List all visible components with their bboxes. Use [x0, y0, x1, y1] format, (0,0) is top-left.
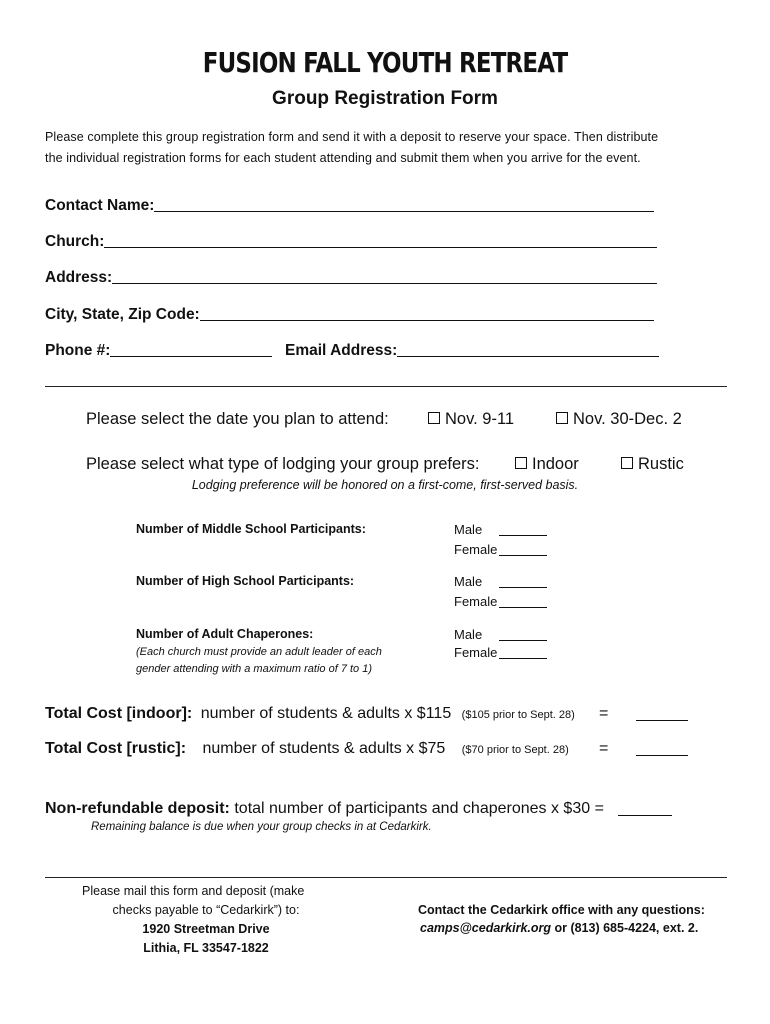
city-state-zip-blank[interactable]: [200, 320, 654, 321]
female-blank[interactable]: [499, 555, 547, 556]
adult-female[interactable]: [454, 645, 547, 660]
rustic-equals: =: [599, 740, 609, 757]
email-field[interactable]: [285, 342, 659, 360]
high-school-female[interactable]: [454, 594, 547, 609]
rustic-cost-label: Total Cost [rustic]:: [45, 740, 187, 757]
section-divider: [45, 386, 727, 387]
church-blank[interactable]: [104, 247, 657, 248]
indoor-cost-label: Total Cost [indoor]:: [45, 705, 193, 722]
address-label: Address:: [45, 269, 113, 286]
rustic-total-blank[interactable]: [636, 741, 688, 759]
deposit-row: [45, 800, 604, 818]
intro-line-2: the individual registration forms for each student attending and submit them when you arrive for the event.: [45, 151, 641, 165]
male-blank[interactable]: [499, 535, 547, 536]
contact-name-field[interactable]: [45, 197, 654, 215]
date-option-1-label: Nov. 9-11: [445, 410, 515, 428]
phone-blank[interactable]: [110, 356, 272, 357]
male-label: Male: [454, 574, 483, 589]
date-option-nov-9-11[interactable]: [428, 410, 514, 429]
lodging-note: Lodging preference will be honored on a first-come, first-served basis.: [191, 478, 579, 492]
phone-field[interactable]: [45, 342, 272, 360]
middle-school-label: Number of Middle School Participants:: [136, 522, 366, 536]
contact-email-link[interactable]: camps@cedarkirk.org: [420, 921, 551, 935]
rustic-cost-note: ($70 prior to Sept. 28): [461, 744, 569, 756]
form-title: FUSION FALL YOUTH RETREAT: [202, 46, 568, 79]
city-state-zip-label: City, State, Zip Code:: [45, 306, 200, 323]
rustic-cost-text: number of students & adults x $75: [202, 740, 446, 757]
mail-street: 1920 Streetman Drive: [142, 922, 270, 936]
deposit-text: total number of participants and chaperones x $30 =: [234, 800, 604, 817]
intro-line-1: Please complete this group registration form and send it with a deposit to reserve your space. Then distribute: [45, 130, 659, 144]
high-school-male[interactable]: [454, 574, 547, 589]
date-question-label: Please select the date you plan to attend:: [86, 410, 389, 428]
deposit-blank[interactable]: [618, 801, 672, 819]
mail-line-2: checks payable to “Cedarkirk”) to:: [112, 903, 300, 917]
city-state-zip-field[interactable]: [45, 306, 654, 324]
checkbox-icon[interactable]: [515, 457, 527, 469]
contact-info: [420, 921, 698, 935]
male-label: Male: [454, 522, 483, 537]
contact-phone: or (813) 685-4224, ext. 2.: [551, 921, 699, 935]
contact-name-blank[interactable]: [154, 211, 654, 212]
church-field[interactable]: [45, 233, 657, 251]
church-label: Church:: [45, 233, 105, 250]
lodging-option-1-label: Indoor: [532, 455, 579, 473]
middle-school-female[interactable]: [454, 542, 547, 557]
indoor-cost-row: [45, 705, 575, 723]
indoor-cost-text: number of students & adults x $115: [200, 705, 452, 722]
date-option-2-label: Nov. 30-Dec. 2: [573, 410, 682, 428]
mail-city: Lithia, FL 33547-1822: [143, 941, 269, 955]
male-blank[interactable]: [499, 640, 547, 641]
footer-divider: [45, 877, 727, 878]
checkbox-icon[interactable]: [428, 412, 440, 424]
email-blank[interactable]: [397, 356, 659, 357]
lodging-option-rustic[interactable]: [621, 455, 684, 474]
adult-note-line-1: (Each church must provide an adult leader of each: [136, 646, 382, 658]
lodging-question-label: Please select what type of lodging your group prefers:: [86, 455, 480, 473]
rustic-cost-row: [45, 740, 569, 758]
high-school-label: Number of High School Participants:: [136, 574, 355, 588]
indoor-total-blank[interactable]: [636, 706, 688, 724]
form-subtitle: Group Registration Form: [272, 88, 498, 109]
contact-heading: Contact the Cedarkirk office with any questions:: [418, 903, 705, 917]
mail-line-1: Please mail this form and deposit (make: [82, 884, 305, 898]
female-blank[interactable]: [499, 607, 547, 608]
indoor-equals: =: [599, 705, 609, 722]
date-option-nov-30-dec-2[interactable]: [556, 410, 682, 429]
lodging-option-indoor[interactable]: [515, 455, 579, 474]
contact-name-label: Contact Name:: [45, 197, 155, 214]
checkbox-icon[interactable]: [621, 457, 633, 469]
checkbox-icon[interactable]: [556, 412, 568, 424]
middle-school-male[interactable]: [454, 522, 547, 537]
female-label: Female: [454, 645, 498, 660]
email-label: Email Address:: [285, 342, 398, 359]
adult-chaperones-label: Number of Adult Chaperones:: [136, 627, 314, 641]
address-field[interactable]: [45, 269, 657, 287]
adult-male[interactable]: [454, 627, 547, 642]
male-label: Male: [454, 627, 483, 642]
address-blank[interactable]: [112, 283, 657, 284]
deposit-note: Remaining balance is due when your group checks in at Cedarkirk.: [91, 821, 432, 833]
indoor-cost-note: ($105 prior to Sept. 28): [461, 709, 575, 721]
male-blank[interactable]: [499, 587, 547, 588]
deposit-label: Non-refundable deposit:: [45, 800, 230, 817]
female-blank[interactable]: [499, 658, 547, 659]
phone-label: Phone #:: [45, 342, 111, 359]
adult-note-line-2: gender attending with a maximum ratio of 7 to 1): [136, 663, 373, 675]
female-label: Female: [454, 542, 498, 557]
lodging-option-2-label: Rustic: [638, 455, 684, 473]
female-label: Female: [454, 594, 498, 609]
